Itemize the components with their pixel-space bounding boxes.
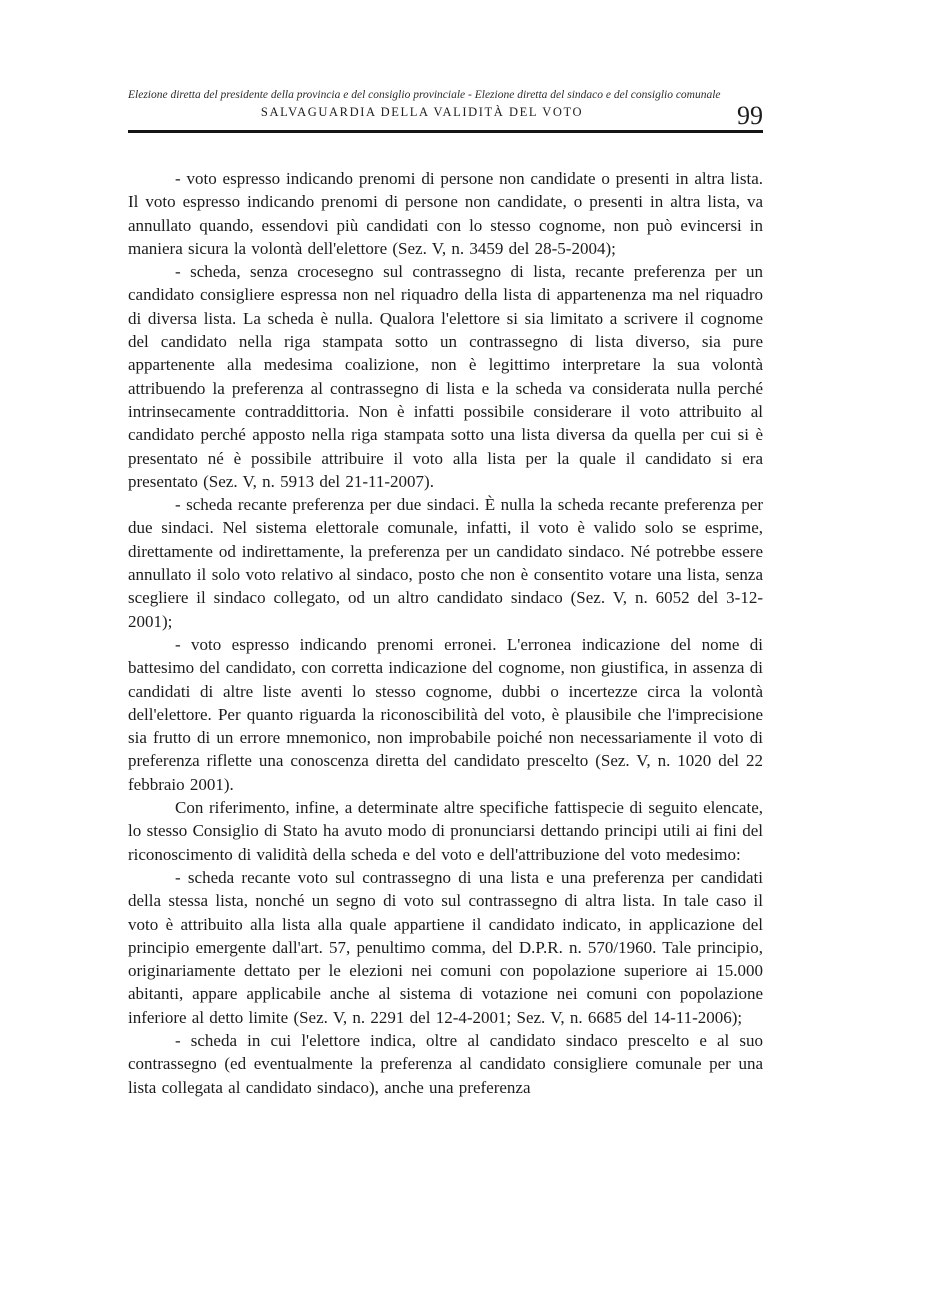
running-title: Elezione diretta del presidente della provincia e del consiglio provinciale - Elezione diretta del sindaco e del consiglio comunale <box>128 89 721 101</box>
page-header <box>128 88 721 120</box>
paragraph: Con riferimento, infine, a determinate altre specifiche fattispecie di seguito elencate, lo stesso Consiglio di Stato ha avuto modo di pronunciarsi dettando principi utili ai fini del riconoscimento di validità della scheda e del voto e dell'attribuzione del voto medesimo: <box>128 798 763 864</box>
paragraph: - scheda, senza crocesegno sul contrassegno di lista, recante preferenza per un candidato consigliere espressa non nel riquadro della lista di appartenenza ma nel riquadro di diversa lista. La scheda è nulla. Qualora l'elettore si sia limitato a scrivere il cognome del candidato nella riga stampata sotto un contrassegno di lista diverso, sia pure appartenente alla medesima coalizione, non è legittimo interpretare la sua volontà attribuendo la preferenza al contrassegno di lista e la scheda va considerata nulla perché intrinsecamente contraddittoria. Non è infatti possibile considerare il voto attribuito al candidato perché apposto nella riga stampata sotto una lista diversa da quella per cui si è presentato né è possibile attribuire il voto alla lista per la quale il candidato si era presentato (Sez. V, n. 5913 del 21-11-2007). <box>128 262 763 491</box>
paragraph: - voto espresso indicando prenomi di persone non candidate o presenti in altra lista. Il voto espresso indicando prenomi di persone non candidate, o presenti in altra lista, va annullato quando, essendovi più candidati con lo stesso cognome, non può evincersi in maniera sicura la volontà dell'elettore (Sez. V, n. 3459 del 28-5-2004); <box>128 169 763 258</box>
section-title: SALVAGUARDIA DELLA VALIDITÀ DEL VOTO <box>260 105 584 119</box>
paragraph: - voto espresso indicando prenomi erronei. L'erronea indicazione del nome di battesimo del candidato, con corretta indicazione del cognome, non giustifica, in assenza di candidati di altre liste aventi lo stesso cognome, dubbi o incertezze circa la volontà dell'elettore. Per quanto riguarda la riconoscibilità del voto, è plausibile che l'imprecisione sia frutto di un errore mnemonico, non improbabile poiché non necessariamente il voto di preferenza riflette una conoscenza diretta del candidato prescelto (Sez. V, n. 1020 del 22 febbraio 2001). <box>128 634 763 794</box>
page-number: 99 <box>737 101 763 130</box>
body-text <box>128 167 763 1099</box>
paragraph: - scheda recante voto sul contrassegno di una lista e una preferenza per candidati della stessa lista, nonché un segno di voto sul contrassegno di altra lista. In tale caso il voto è attribuito alla lista alla quale appartiene il candidato indicato, in applicazione del principio emergente dall'art. 57, penultimo comma, del D.P.R. n. 570/1960. Tale principio, originariamente dettato per le elezioni nei comuni con popolazione superiore ai 15.000 abitanti, appare applicabile anche al sistema di votazione nei comuni con popolazione inferiore al detto limite (Sez. V, n. 2291 del 12-4-2001; Sez. V, n. 6685 del 14-11-2006); <box>128 867 763 1027</box>
paragraph: - scheda recante preferenza per due sindaci. È nulla la scheda recante preferenza per due sindaci. Nel sistema elettorale comunale, infatti, il voto è valido solo se esprime, direttamente od indirettamente, la preferenza per un candidato sindaco. Né potrebbe essere annullato il solo voto relativo al sindaco, posto che non è consentito votare una lista, senza scegliere il sindaco collegato, od un altro candidato sindaco (Sez. V, n. 6052 del 3-12-2001); <box>128 495 763 631</box>
header-rule <box>128 130 763 133</box>
paragraph: - scheda in cui l'elettore indica, oltre al candidato sindaco prescelto e al suo contrassegno (ed eventualmente la preferenza al candidato consigliere comunale per una lista collegata al candidato sindaco), anche una preferenza <box>128 1030 763 1097</box>
